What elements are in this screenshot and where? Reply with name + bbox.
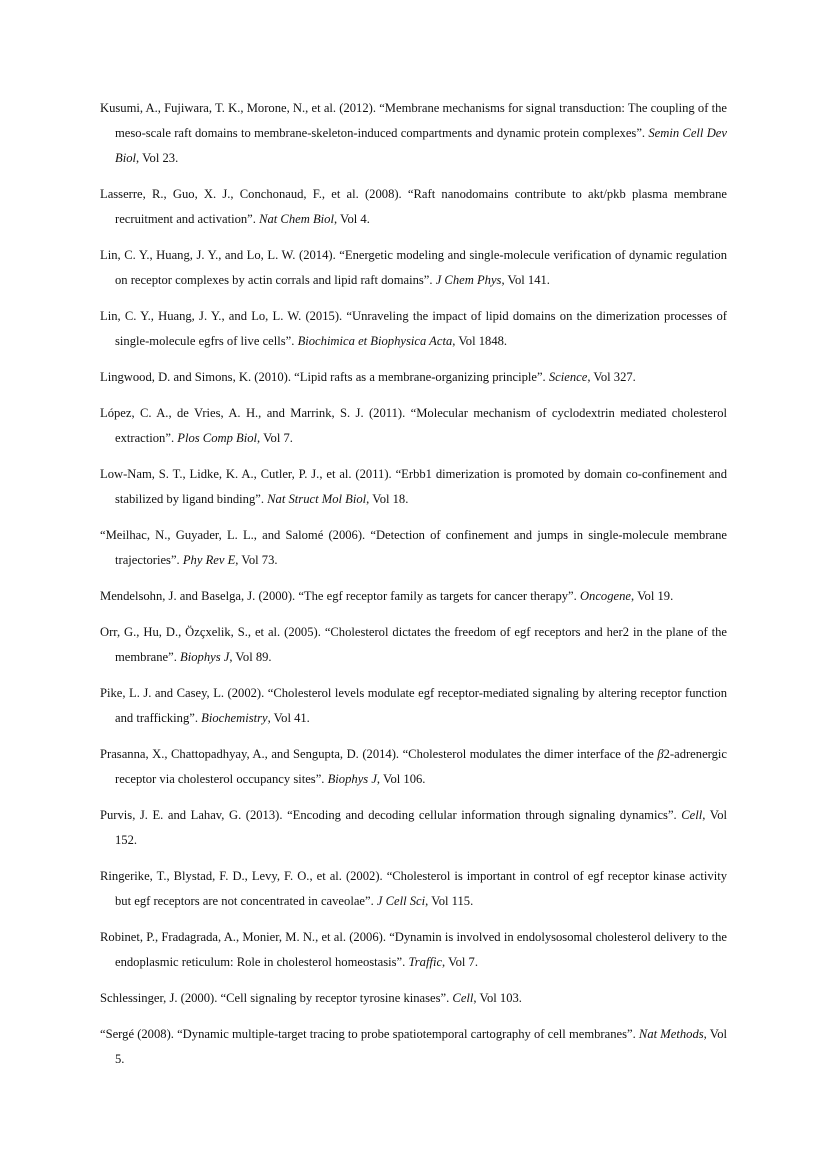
reference-entry — [100, 96, 727, 171]
ref-journal: Science — [548, 370, 588, 384]
ref-volume: , Vol 141. — [501, 273, 550, 287]
ref-volume: , Vol 73. — [235, 553, 278, 567]
ref-authors: “Sergé (2008). — [100, 1027, 174, 1041]
ref-title: “Raft nanodomains contribute to akt/pkb plasma membrane recruitment and activation”. — [115, 187, 727, 226]
reference-entry — [100, 681, 727, 731]
ref-title: “Dynamic multiple-target tracing to probe spatiotemporal cartography of cell membranes”. — [177, 1027, 636, 1041]
reference-entry — [100, 864, 727, 914]
ref-journal: Plos Comp Biol — [177, 431, 258, 445]
ref-volume: , Vol 5. — [115, 1027, 728, 1066]
reference-entry — [100, 182, 727, 232]
ref-volume: , Vol 7. — [257, 431, 293, 445]
ref-volume: , Vol 89. — [229, 650, 272, 664]
ref-journal: Nat Struct Mol Biol — [267, 492, 367, 506]
ref-authors: Ringerike, T., Blystad, F. D., Levy, F. O., et al. (2002). — [100, 869, 383, 883]
ref-journal: Biophys J — [327, 772, 377, 786]
ref-journal: Cell — [452, 991, 474, 1005]
ref-authors: Purvis, J. E. and Lahav, G. (2013). — [100, 808, 283, 822]
beta-symbol: β — [657, 747, 664, 761]
ref-authors: Prasanna, X., Chattopadhyay, A., and Sengupta, D. (2014). — [100, 747, 400, 761]
ref-journal: Cell — [681, 808, 703, 822]
reference-entry — [100, 803, 727, 853]
ref-volume: , Vol 152. — [115, 808, 728, 847]
ref-authors: Kusumi, A., Fujiwara, T. K., Morone, N., et al. (2012). — [100, 101, 376, 115]
ref-journal: Traffic — [408, 955, 443, 969]
ref-title: “Cell signaling by receptor tyrosine kinases”. — [220, 991, 450, 1005]
ref-title: “Encoding and decoding cellular information through signaling dynamics”. — [287, 808, 677, 822]
reference-entry — [100, 304, 727, 354]
ref-authors: López, C. A., de Vries, A. H., and Marrink, S. J. (2011). — [100, 406, 406, 420]
ref-title: “The egf receptor family as targets for cancer therapy”. — [298, 589, 577, 603]
ref-title: “Cholesterol dictates the freedom of egf receptors and her2 in the plane of the membrane”. — [115, 625, 728, 664]
reference-entry — [100, 986, 727, 1011]
ref-volume: , Vol 19. — [631, 589, 674, 603]
ref-journal: Oncogene — [579, 589, 631, 603]
ref-journal: Semin Cell Dev Biol — [115, 126, 727, 165]
ref-journal: Phy Rev E — [182, 553, 236, 567]
ref-authors: Pike, L. J. and Casey, L. (2002). — [100, 686, 265, 700]
ref-volume: , Vol 115. — [425, 894, 474, 908]
ref-journal: Biophys J — [180, 650, 230, 664]
reference-entry — [100, 462, 727, 512]
ref-authors: Lin, C. Y., Huang, J. Y., and Lo, L. W. (2014). — [100, 248, 336, 262]
reference-entry — [100, 401, 727, 451]
ref-authors: “Meilhac, N., Guyader, L. L., and Salomé (2006). — [100, 528, 366, 542]
reference-entry — [100, 620, 727, 670]
reference-entry — [100, 523, 727, 573]
ref-volume: , Vol 23. — [136, 151, 179, 165]
ref-volume: , Vol 7. — [442, 955, 478, 969]
ref-journal: Biochemistry — [201, 711, 268, 725]
ref-title: “Erbb1 dimerization is promoted by domain co-confinement and stabilized by ligand binding”. — [115, 467, 728, 506]
reference-entry — [100, 365, 727, 390]
ref-title: “Lipid rafts as a membrane-organizing principle”. — [294, 370, 546, 384]
ref-title: “Cholesterol levels modulate egf receptor-mediated signaling by altering receptor function and trafficking”. — [115, 686, 727, 725]
ref-title-post: 2-adrenergic receptor via cholesterol occupancy sites”. — [115, 747, 728, 786]
ref-title: “Molecular mechanism of cyclodextrin mediated cholesterol extraction”. — [115, 406, 727, 445]
ref-authors: Low-Nam, S. T., Lidke, K. A., Cutler, P. J., et al. (2011). — [100, 467, 392, 481]
ref-title: “Dynamin is involved in endolysosomal cholesterol delivery to the endoplasmic reticulum: Role in cholesterol homeostasis”. — [115, 930, 727, 969]
ref-title: “Detection of confinement and jumps in single-molecule membrane trajectories”. — [115, 528, 727, 567]
ref-title: “Unraveling the impact of lipid domains on the dimerization processes of single-molecule egfrs of live cells”. — [115, 309, 727, 348]
ref-journal: J Cell Sci — [376, 894, 426, 908]
ref-volume: , Vol 103. — [473, 991, 522, 1005]
ref-authors: Orr, G., Hu, D., Özçxelik, S., et al. (2005). — [100, 625, 321, 639]
ref-authors: Lasserre, R., Guo, X. J., Conchonaud, F., et al. (2008). — [100, 187, 402, 201]
ref-volume: , Vol 41. — [267, 711, 310, 725]
ref-journal: Biochimica et Biophysica Acta — [297, 334, 453, 348]
ref-volume: , Vol 327. — [587, 370, 636, 384]
ref-title-pre: “Cholesterol modulates the dimer interface of the — [402, 747, 654, 761]
ref-volume: , Vol 1848. — [452, 334, 508, 348]
reference-entry — [100, 925, 727, 975]
reference-entry — [100, 243, 727, 293]
ref-authors: Lin, C. Y., Huang, J. Y., and Lo, L. W. (2015). — [100, 309, 343, 323]
reference-entry — [100, 742, 727, 792]
ref-journal: J Chem Phys — [435, 273, 502, 287]
ref-title: “Cholesterol is important in control of egf receptor kinase activity but egf receptors are not concentrated in caveolae”. — [115, 869, 727, 908]
reference-list — [100, 96, 727, 1083]
ref-authors: Lingwood, D. and Simons, K. (2010). — [100, 370, 291, 384]
ref-authors: Robinet, P., Fradagrada, A., Monier, M. N., et al. (2006). — [100, 930, 386, 944]
ref-authors: Schlessinger, J. (2000). — [100, 991, 218, 1005]
ref-journal: Nat Methods — [638, 1027, 704, 1041]
ref-authors: Mendelsohn, J. and Baselga, J. (2000). — [100, 589, 296, 603]
ref-title: “Energetic modeling and single-molecule verification of dynamic regulation on receptor complexes by actin corrals and lipid raft domains”. — [115, 248, 727, 287]
ref-title: “Membrane mechanisms for signal transduction: The coupling of the meso-scale raft domains to membrane-skeleton-induced compartments and dynamic protein complexes”. — [115, 101, 728, 140]
reference-entry — [100, 1022, 727, 1072]
ref-volume: , Vol 106. — [376, 772, 426, 786]
ref-volume: , Vol 4. — [333, 212, 370, 226]
ref-volume: , Vol 18. — [366, 492, 409, 506]
reference-entry — [100, 584, 727, 609]
ref-journal: Nat Chem Biol — [259, 212, 334, 226]
